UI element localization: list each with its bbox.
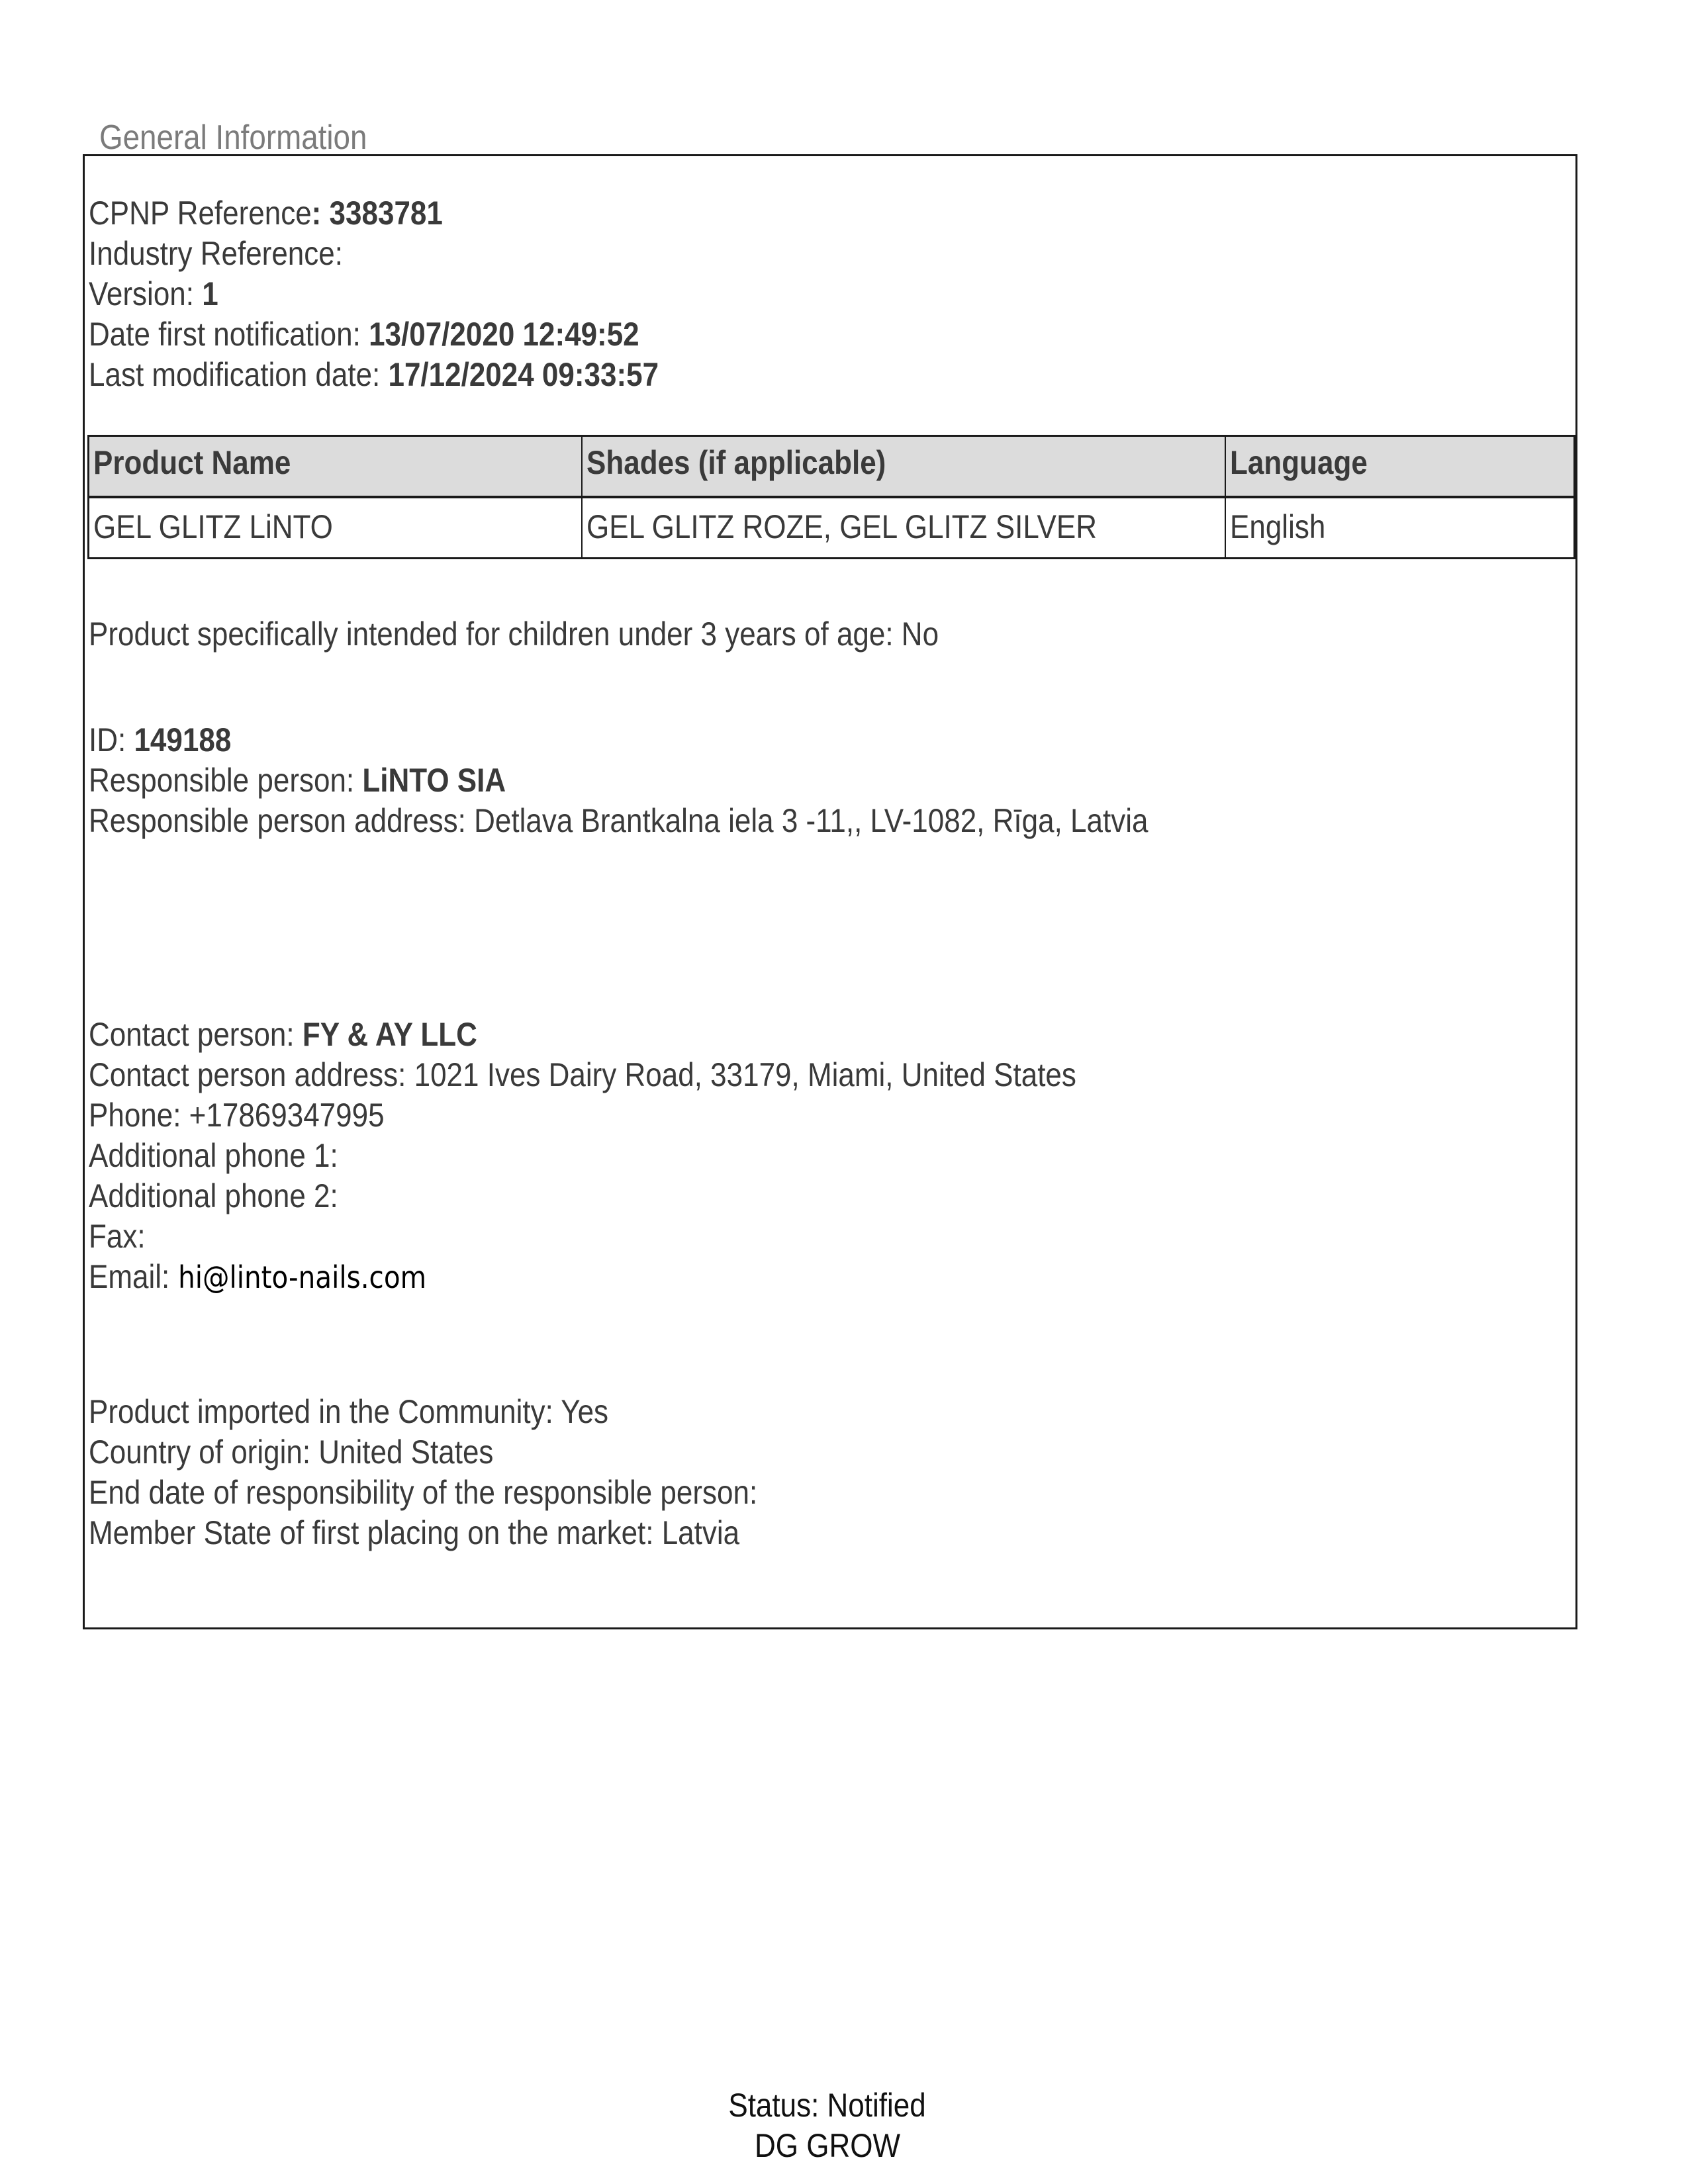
field-email bbox=[89, 1257, 1571, 1297]
table-row bbox=[89, 497, 1575, 559]
field-fax bbox=[89, 1216, 1571, 1257]
responsible-person-address-text: Responsible person address: Detlava Brantkalna iela 3 -11,, LV-1082, Rīga, Latvia bbox=[89, 802, 1149, 839]
agency-line bbox=[0, 2126, 1655, 2166]
column-header-shades: Shades (if applicable) bbox=[582, 436, 1225, 497]
email-label: Email: bbox=[89, 1258, 170, 1295]
product-table bbox=[87, 435, 1575, 559]
version-label: Version: bbox=[89, 275, 194, 312]
contact-section bbox=[89, 1015, 1571, 1297]
member-state-first-placing-text: Member State of first placing on the market: Latvia bbox=[89, 1514, 740, 1551]
field-end-date-responsibility bbox=[89, 1473, 1571, 1513]
last-modification-date-label: Last modification date: bbox=[89, 356, 381, 393]
id-label: ID: bbox=[89, 721, 126, 758]
general-information-box bbox=[83, 154, 1577, 1629]
import-section bbox=[89, 1392, 1571, 1553]
responsible-person-value: LiNTO SIA bbox=[354, 762, 506, 799]
cpnp-reference-value: : 3383781 bbox=[311, 195, 443, 232]
field-member-state-first-placing bbox=[89, 1513, 1571, 1553]
cell-shades: GEL GLITZ ROZE, GEL GLITZ SILVER bbox=[582, 497, 1225, 559]
country-of-origin-text: Country of origin: United States bbox=[89, 1433, 494, 1471]
field-responsible-person bbox=[89, 760, 1571, 801]
field-last-modification-date bbox=[89, 355, 1571, 395]
date-first-notification-label: Date first notification: bbox=[89, 316, 361, 353]
cell-language: English bbox=[1225, 497, 1575, 559]
field-cpnp-reference bbox=[89, 193, 1571, 234]
email-value: hi@linto-nails.com bbox=[169, 1259, 427, 1295]
contact-person-value: FY & AY LLC bbox=[294, 1016, 477, 1053]
field-additional-phone-2 bbox=[89, 1176, 1571, 1216]
responsible-person-label: Responsible person: bbox=[89, 762, 355, 799]
contact-person-address-text: Contact person address: 1021 Ives Dairy Road, 33179, Miami, United States bbox=[89, 1056, 1076, 1093]
field-date-first-notification bbox=[89, 314, 1571, 355]
fax-text: Fax: bbox=[89, 1218, 146, 1255]
additional-phone-2-text: Additional phone 2: bbox=[89, 1177, 338, 1214]
children-section bbox=[89, 614, 1571, 655]
id-value: 149188 bbox=[126, 721, 232, 758]
version-value: 1 bbox=[193, 275, 218, 312]
phone-text: Phone: +17869347995 bbox=[89, 1097, 385, 1134]
page-title bbox=[99, 119, 404, 156]
field-industry-reference bbox=[89, 234, 1571, 274]
reference-info-section bbox=[89, 193, 1571, 395]
cell-product-name: GEL GLITZ LiNTO bbox=[89, 497, 582, 559]
industry-reference-label: Industry Reference: bbox=[89, 235, 343, 272]
field-country-of-origin bbox=[89, 1432, 1571, 1473]
field-version bbox=[89, 274, 1571, 314]
contact-person-label: Contact person: bbox=[89, 1016, 295, 1053]
last-modification-date-value: 17/12/2024 09:33:57 bbox=[380, 356, 659, 393]
responsible-person-section bbox=[89, 720, 1571, 841]
product-table-header-row bbox=[89, 436, 1575, 497]
children-under-3-text: Product specifically intended for children under 3 years of age: No bbox=[89, 615, 939, 653]
additional-phone-1-text: Additional phone 1: bbox=[89, 1137, 338, 1174]
date-first-notification-value: 13/07/2020 12:49:52 bbox=[360, 316, 639, 353]
column-header-product-name: Product Name bbox=[89, 436, 582, 497]
cpnp-reference-label: CPNP Reference bbox=[89, 195, 312, 232]
field-children-under-3 bbox=[89, 614, 1571, 655]
product-imported-text: Product imported in the Community: Yes bbox=[89, 1393, 609, 1430]
page-footer bbox=[0, 2085, 1655, 2166]
field-responsible-person-address bbox=[89, 801, 1571, 841]
field-additional-phone-1 bbox=[89, 1136, 1571, 1176]
page-title-text: General Information bbox=[99, 118, 367, 157]
field-contact-person-address bbox=[89, 1055, 1571, 1095]
status-text: Status: Notified bbox=[728, 2087, 927, 2124]
field-product-imported bbox=[89, 1392, 1571, 1432]
agency-text: DG GROW bbox=[754, 2127, 900, 2164]
field-contact-person bbox=[89, 1015, 1571, 1055]
status-line bbox=[0, 2085, 1655, 2126]
end-date-responsibility-text: End date of responsibility of the responsible person: bbox=[89, 1474, 758, 1511]
column-header-language: Language bbox=[1225, 436, 1575, 497]
field-id bbox=[89, 720, 1571, 760]
field-phone bbox=[89, 1095, 1571, 1136]
